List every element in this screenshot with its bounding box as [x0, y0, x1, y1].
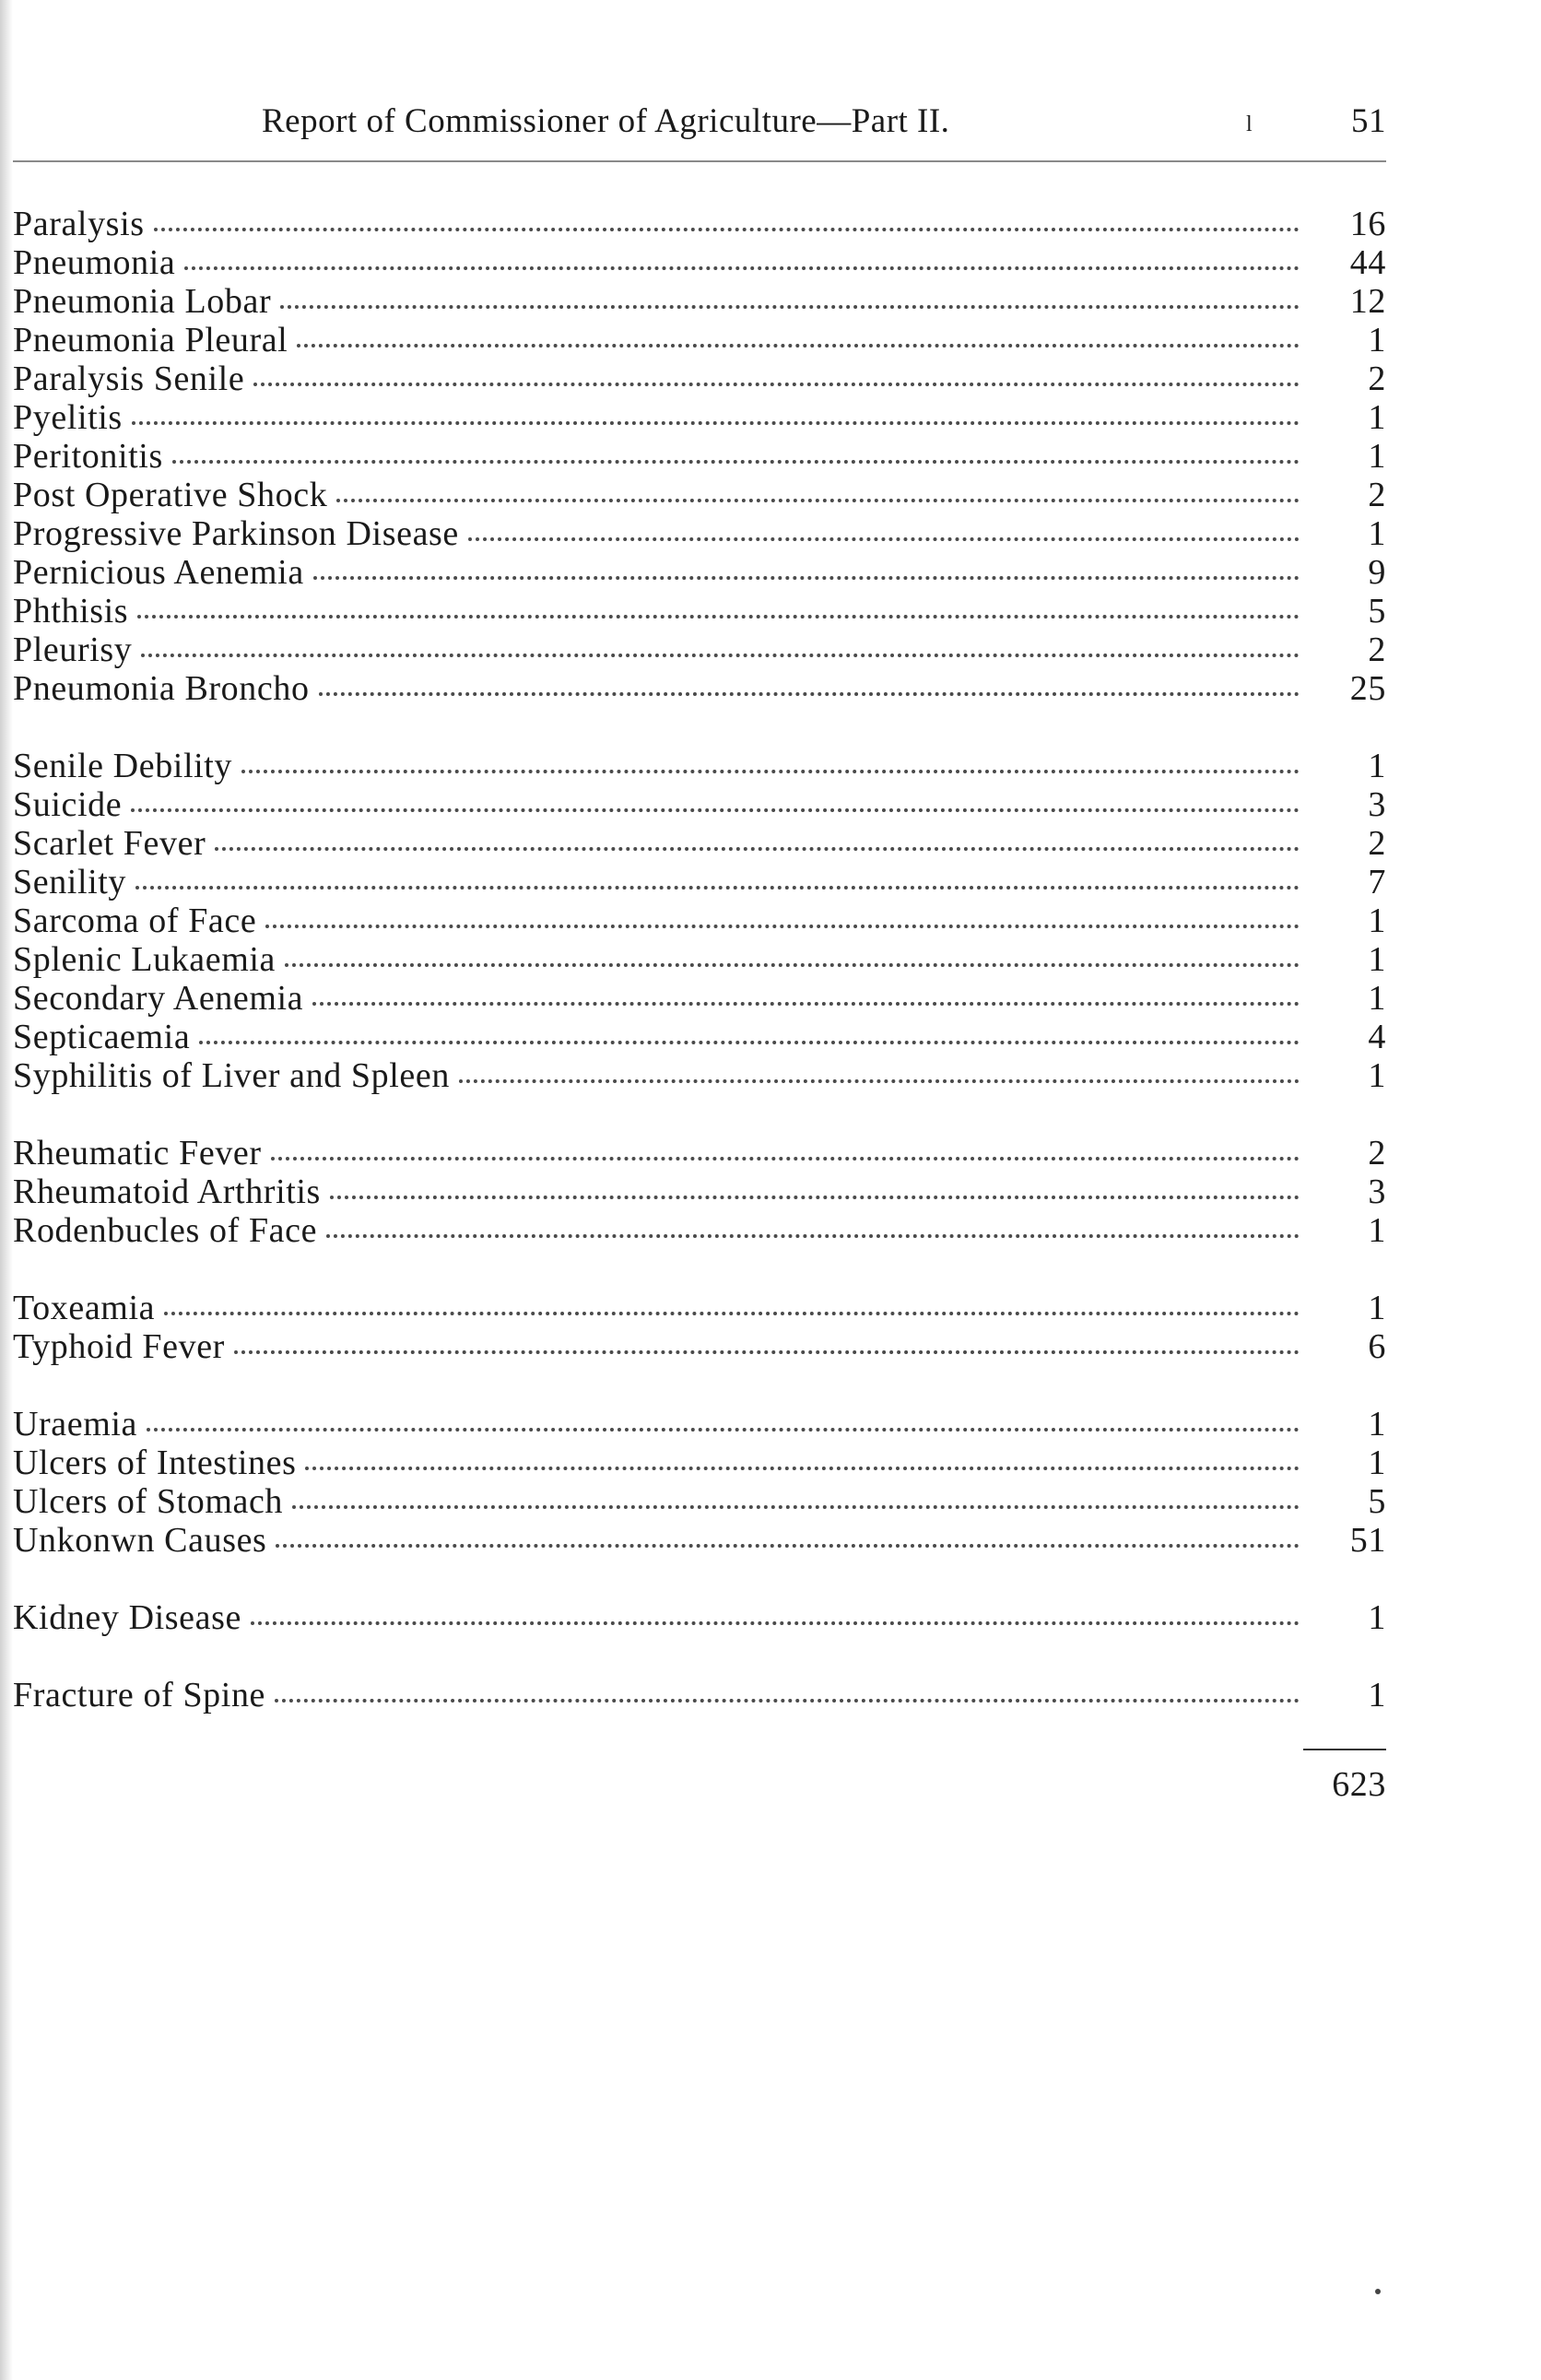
entry-section	[13, 1134, 1386, 1250]
entry-section	[13, 1405, 1386, 1560]
dot-leader	[336, 499, 1300, 502]
entry-row	[13, 940, 1386, 979]
entry-count: 5	[1368, 1482, 1386, 1521]
total-count: 623	[1332, 1765, 1386, 1804]
entry-row	[13, 437, 1386, 476]
dot-leader	[275, 1699, 1300, 1703]
section-gap	[13, 708, 1386, 747]
dot-leader	[131, 808, 1300, 812]
page-number: 51	[1351, 102, 1386, 140]
entry-row	[13, 243, 1386, 282]
entry-section	[13, 1289, 1386, 1366]
stray-ink-dot	[1375, 2289, 1381, 2294]
entry-count: 1	[1368, 901, 1386, 940]
entry-count: 7	[1368, 863, 1386, 901]
dot-leader	[297, 344, 1300, 348]
entry-count: 1	[1368, 1211, 1386, 1250]
entry-cause: Pyelitis	[13, 398, 123, 437]
entry-count: 2	[1368, 824, 1386, 863]
entry-cause: Sarcoma of Face	[13, 901, 257, 940]
dot-leader	[285, 963, 1300, 967]
dot-leader	[251, 1621, 1300, 1625]
dot-leader	[271, 1157, 1300, 1161]
entry-section	[13, 1598, 1386, 1637]
entry-cause: Scarlet Fever	[13, 824, 206, 863]
entry-count: 1	[1368, 1056, 1386, 1095]
entry-row	[13, 1018, 1386, 1056]
entry-count: 2	[1368, 1134, 1386, 1172]
entry-row	[13, 1405, 1386, 1443]
entry-count: 9	[1368, 553, 1386, 592]
entry-row	[13, 669, 1386, 708]
entry-count: 2	[1368, 359, 1386, 398]
entry-cause: Ulcers of Intestines	[13, 1443, 297, 1482]
dot-leader	[459, 1079, 1300, 1083]
entry-cause: Secondary Aenemia	[13, 979, 304, 1018]
section-gap	[13, 1250, 1386, 1289]
entry-row	[13, 321, 1386, 359]
entry-row	[13, 1289, 1386, 1327]
dot-leader	[276, 1544, 1300, 1548]
entry-cause: Pneumonia Broncho	[13, 669, 310, 708]
entry-count: 1	[1368, 1289, 1386, 1327]
entry-section	[13, 747, 1386, 1095]
entry-row	[13, 1443, 1386, 1482]
entry-count: 1	[1368, 940, 1386, 979]
dot-leader	[313, 576, 1300, 580]
entry-count: 1	[1368, 398, 1386, 437]
entry-count: 1	[1368, 1676, 1386, 1714]
header-stray-mark: l	[1246, 112, 1253, 136]
entry-cause: Peritonitis	[13, 437, 163, 476]
entry-row	[13, 1482, 1386, 1521]
entry-row	[13, 824, 1386, 863]
entry-row	[13, 359, 1386, 398]
entry-count: 1	[1368, 514, 1386, 553]
entry-row	[13, 553, 1386, 592]
dot-leader	[305, 1467, 1300, 1470]
entry-row	[13, 1676, 1386, 1714]
entry-row	[13, 1211, 1386, 1250]
entry-cause: Senile Debility	[13, 747, 233, 785]
entry-cause: Kidney Disease	[13, 1598, 241, 1637]
entry-count: 1	[1368, 979, 1386, 1018]
section-gap	[13, 1560, 1386, 1598]
entry-count: 3	[1368, 1172, 1386, 1211]
dot-leader	[164, 1312, 1300, 1315]
dot-leader	[292, 1505, 1300, 1509]
entry-count: 2	[1368, 476, 1386, 514]
entry-cause: Paralysis	[13, 205, 145, 243]
entry-count: 5	[1368, 592, 1386, 630]
entry-count: 16	[1349, 205, 1386, 243]
entry-row	[13, 514, 1386, 553]
dot-leader	[135, 886, 1300, 890]
dot-leader	[215, 847, 1300, 851]
dot-leader	[265, 925, 1300, 928]
dot-leader	[241, 770, 1300, 773]
entry-cause: Rheumatoid Arthritis	[13, 1172, 321, 1211]
section-gap	[13, 1366, 1386, 1405]
entry-cause: Pneumonia	[13, 243, 176, 282]
entry-cause: Ulcers of Stomach	[13, 1482, 284, 1521]
entry-count: 12	[1349, 282, 1386, 321]
entry-cause: Septicaemia	[13, 1018, 191, 1056]
entry-cause: Fracture of Spine	[13, 1676, 266, 1714]
entry-count: 44	[1349, 243, 1386, 282]
entry-row	[13, 592, 1386, 630]
entry-row	[13, 630, 1386, 669]
entry-row	[13, 1598, 1386, 1637]
entry-row	[13, 1172, 1386, 1211]
entry-cause: Typhoid Fever	[13, 1327, 225, 1366]
entry-cause: Senility	[13, 863, 127, 901]
section-gap	[13, 1095, 1386, 1134]
entry-count: 1	[1368, 1405, 1386, 1443]
entry-count: 1	[1368, 1598, 1386, 1637]
entry-cause: Uraemia	[13, 1405, 138, 1443]
entry-row	[13, 205, 1386, 243]
entry-row	[13, 979, 1386, 1018]
entry-count: 25	[1349, 669, 1386, 708]
entry-cause: Phthisis	[13, 592, 129, 630]
entry-row	[13, 1056, 1386, 1095]
entry-count: 1	[1368, 437, 1386, 476]
entry-cause: Rodenbucles of Face	[13, 1211, 318, 1250]
dot-leader	[154, 228, 1300, 231]
dot-leader	[312, 1002, 1300, 1006]
running-header	[13, 101, 1386, 147]
dot-leader	[137, 615, 1300, 619]
page-edge-shadow	[0, 0, 13, 2380]
dot-leader	[326, 1234, 1300, 1238]
entry-cause: Post Operative Shock	[13, 476, 328, 514]
entry-row	[13, 476, 1386, 514]
entry-row	[13, 282, 1386, 321]
section-gap	[13, 1637, 1386, 1676]
entry-cause: Pernicious Aenemia	[13, 553, 304, 592]
cause-of-death-list	[13, 205, 1386, 1714]
running-header-title: Report of Commissioner of Agriculture—Part II.	[262, 102, 950, 140]
entry-row	[13, 901, 1386, 940]
entry-count: 1	[1368, 321, 1386, 359]
dot-leader	[147, 1428, 1300, 1432]
dot-leader	[141, 654, 1300, 657]
entry-count: 51	[1349, 1521, 1386, 1560]
entry-row	[13, 1327, 1386, 1366]
entry-cause: Progressive Parkinson Disease	[13, 514, 459, 553]
total-rule	[1303, 1749, 1386, 1750]
dot-leader	[184, 266, 1300, 270]
dot-leader	[330, 1196, 1300, 1199]
entry-cause: Suicide	[13, 785, 123, 824]
entry-row	[13, 863, 1386, 901]
dot-leader	[199, 1041, 1300, 1044]
dot-leader	[280, 305, 1300, 309]
entry-section	[13, 1676, 1386, 1714]
entry-row	[13, 1134, 1386, 1172]
header-rule	[13, 160, 1386, 162]
entry-row	[13, 785, 1386, 824]
entry-cause: Pleurisy	[13, 630, 133, 669]
entry-cause: Splenic Lukaemia	[13, 940, 276, 979]
entry-count: 2	[1368, 630, 1386, 669]
dot-leader	[253, 383, 1300, 386]
dot-leader	[319, 692, 1300, 696]
entry-section	[13, 205, 1386, 708]
entry-row	[13, 1521, 1386, 1560]
entry-cause: Syphilitis of Liver and Spleen	[13, 1056, 450, 1095]
entry-cause: Pneumonia Lobar	[13, 282, 272, 321]
entry-cause: Rheumatic Fever	[13, 1134, 262, 1172]
entry-cause: Unkonwn Causes	[13, 1521, 267, 1560]
entry-row	[13, 747, 1386, 785]
entry-count: 1	[1368, 747, 1386, 785]
dot-leader	[172, 460, 1300, 464]
dot-leader	[234, 1350, 1300, 1354]
entry-count: 4	[1368, 1018, 1386, 1056]
entry-cause: Paralysis Senile	[13, 359, 245, 398]
entry-row	[13, 398, 1386, 437]
entry-count: 3	[1368, 785, 1386, 824]
dot-leader	[132, 421, 1300, 425]
entry-cause: Pneumonia Pleural	[13, 321, 288, 359]
dot-leader	[468, 537, 1300, 541]
entry-count: 6	[1368, 1327, 1386, 1366]
entry-cause: Toxeamia	[13, 1289, 156, 1327]
entry-count: 1	[1368, 1443, 1386, 1482]
